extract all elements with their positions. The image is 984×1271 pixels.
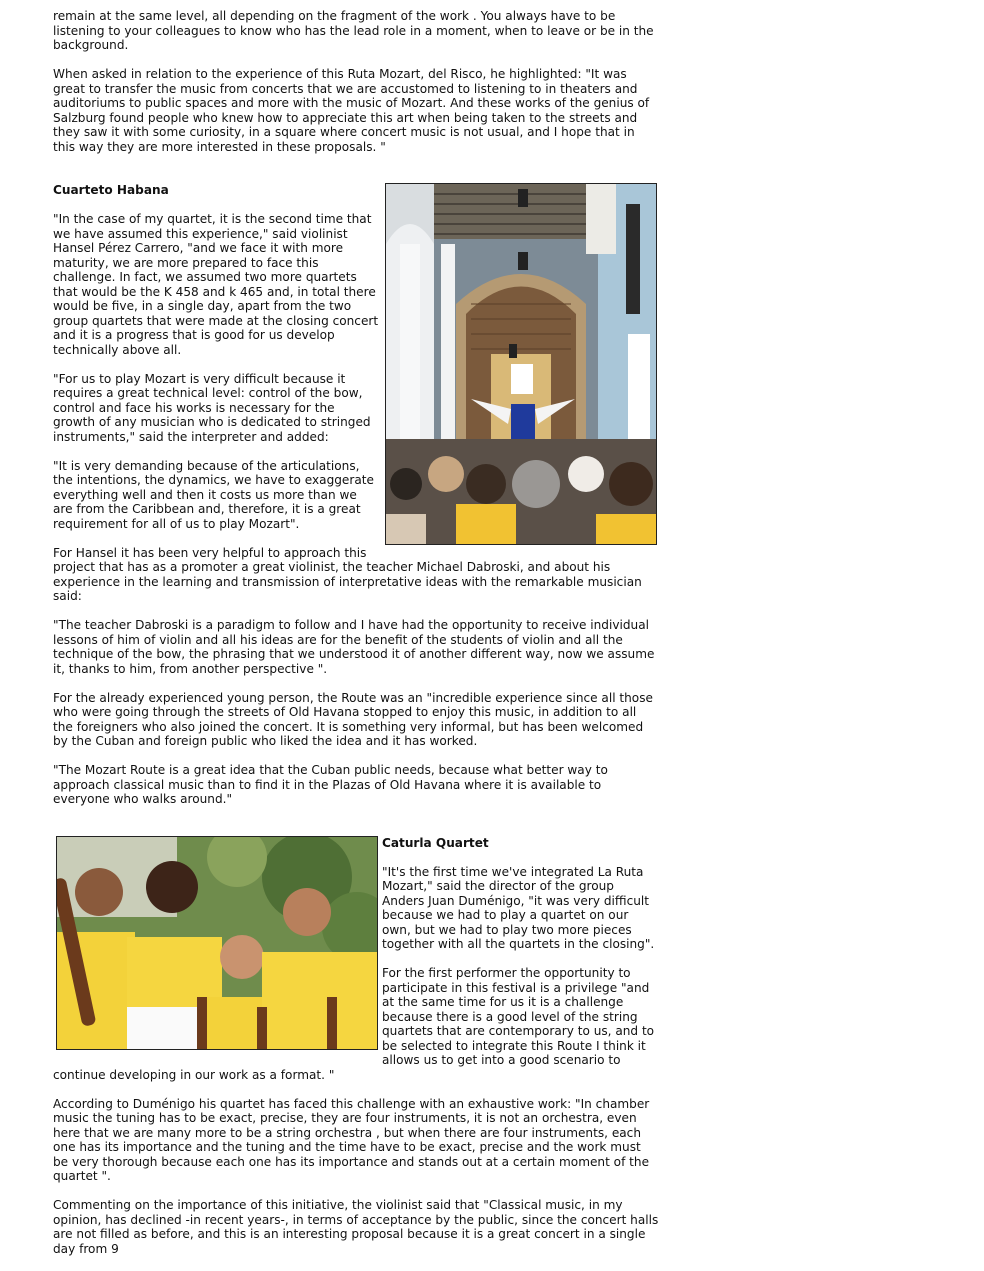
habana-paragraph: For Hansel it has been very helpful to approach this project that has as a promoter a great violinist, the teacher Michael Dabroski, and about his experience in the learning and transmission of interpretative ideas with the remarkable musician said:	[53, 545, 642, 603]
caturla-paragraph: "It's the first time we've integrated La Ruta Mozart," said the director of the group Anders Juan Duménigo, "it was very difficult because we had to play a quartet on our own, but we had to play two more pieces together with all the quartets in the closing".	[382, 864, 655, 951]
caturla-paragraph: According to Duménigo his quartet has faced this challenge with an exhaustive work: "In chamber music the tuning has to be exact, precise, they are four instruments, it is not an orchestra, even here that we are many more to be a string orchestra , but when there are four instruments, each one has its importance and the tuning and the time have to be exact, precise and the work must be very thorough because each one has its importance and stands out at a certain moment of the quartet ".	[53, 1096, 650, 1183]
habana-paragraph: "In the case of my quartet, it is the second time that we have assumed this experience," said violinist Hansel Pérez Carrero, "and we face it with more maturity, we are more prepared to face this challenge. In fact, we assumed two more quartets that would be the K 458 and k 465 and, in total there would be five, in a single day, apart from the two group quartets that were made at the closing concert and it is a progress that is good for us develop technically above all.	[53, 212, 379, 357]
intro-paragraph-1: remain at the same level, all depending on the fragment of the work . You always have to be listening to your colleagues to know who has the lead role in a moment, when to leave or be in the background.	[53, 9, 654, 52]
cuarteto-habana-heading: Cuarteto Habana	[53, 183, 169, 197]
habana-paragraph: "It is very demanding because of the articulations, the intentions, the dynamics, we have to exaggerate everything well and then it costs us more than we are from the Caribbean and, therefore, it is a great requirement for all of us to play Mozart".	[53, 458, 374, 531]
habana-paragraph: "For us to play Mozart is very difficult because it requires a great technical level: control of the bow, control and face his works is necessary for the growth of any musician who is dedicated to stringed instruments," said the interpreter and added:	[53, 371, 371, 444]
article-column	[53, 9, 659, 1271]
caturla-quartet-photo	[56, 836, 378, 1050]
caturla-quartet-heading: Caturla Quartet	[382, 835, 489, 850]
caturla-paragraph: For the first performer the opportunity to participate in this festival is a privilege "and at the same time for us it is a challenge because there is a good level of the string quartets that are contemporary to us, and to be selected to integrate this Route I think it allows us to get into a good scenario to continue developing in our work as a format. "	[53, 966, 655, 1082]
habana-paragraph: For the already experienced young person, the Route was an "incredible experience since all those who were going through the streets of Old Havana stopped to enjoy this music, in addition to all the foreigners who also joined the concert. It is something very informal, but has been welcomed by the Cuban and foreign public who liked the idea and it has worked.	[53, 690, 653, 748]
section-spacer	[53, 821, 659, 836]
habana-paragraph: "The Mozart Route is a great idea that the Cuban public needs, because what better way to approach classical music than to find it in the Plazas of Old Havana where it is available to everyone who walks around."	[53, 763, 608, 806]
intro-paragraph-2: When asked in relation to the experience of this Ruta Mozart, del Risco, he highlighted: "It was great to transfer the music from concerts that we are accustomed to listening to in theaters and auditoriums to public spaces and more with the music of Mozart. And these works of the genius of Salzburg found people who knew how to appreciate this art when being taken to the streets and they saw it with some curiosity, in a square where concert music is not usual, and I hope that in this way they are more interested in these proposals. "	[53, 67, 650, 154]
section-spacer	[53, 169, 659, 184]
habana-paragraph: "The teacher Dabroski is a paradigm to follow and I have had the opportunity to receive individual lessons of him of violin and all his ideas are for the benefit of the students of violin and all the technique of the bow, the phrasing that we understood it of another different way, now we assume it, thanks to him, from another perspective ".	[53, 618, 655, 676]
caturla-paragraph: Commenting on the importance of this initiative, the violinist said that "Classical music, in my opinion, has declined -in recent years-, in terms of acceptance by the public, since the concert halls are not filled as before, and this is an interesting proposal because it is a great concert in a single day from 9	[53, 1198, 659, 1256]
cuarteto-habana-photo	[385, 183, 657, 545]
